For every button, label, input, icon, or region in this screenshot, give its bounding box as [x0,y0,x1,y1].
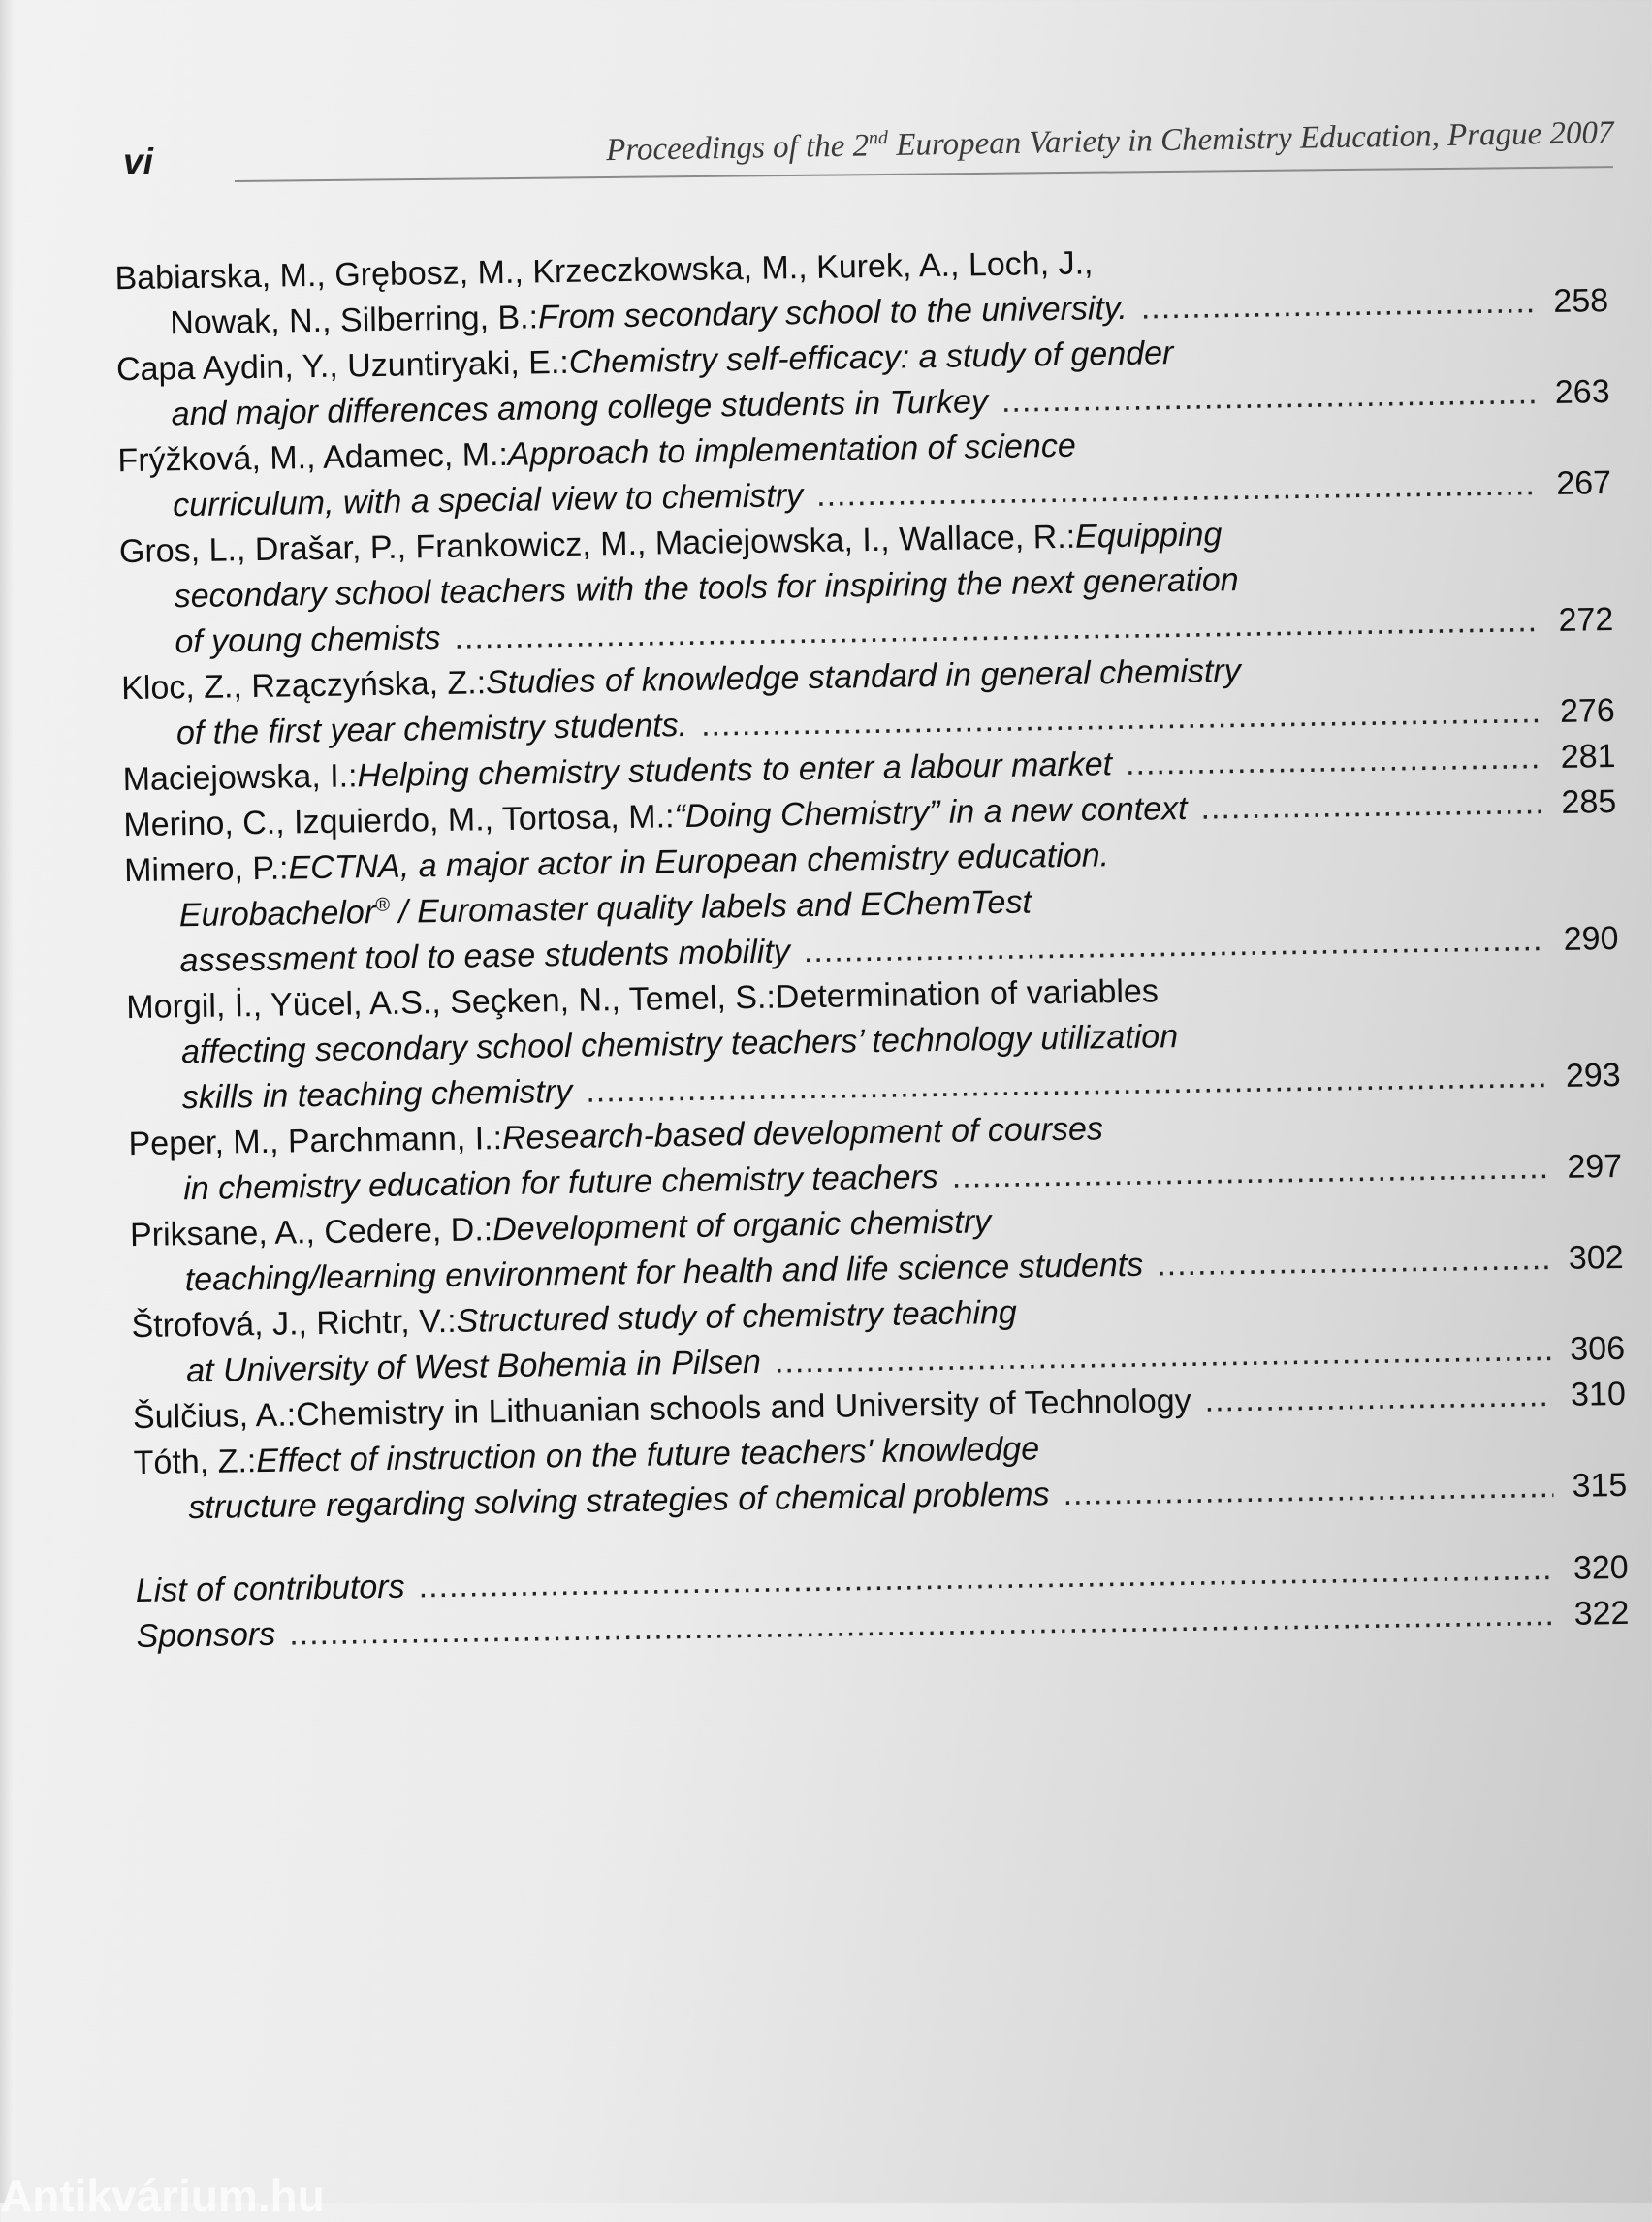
entry-page: 267 [1556,464,1612,502]
entry-title: Research-based development of courses [501,1110,1104,1158]
entry-page: 297 [1567,1147,1623,1186]
entry-title: List of contributors [135,1568,405,1610]
entry-page: 293 [1565,1056,1621,1095]
entry-page: 315 [1572,1466,1628,1505]
entry-title: Equipping [1074,516,1223,556]
entry-title: Chemistry self-efficacy: a study of gender [568,334,1174,381]
entry-title: teaching/learning environment for health and life science students [184,1246,1144,1299]
entry-authors: Babiarska, M., Grębosz, M., Krzeczkowska, M., Kurek, A., Loch, J., [114,244,1094,298]
toc-entry [12,961,1652,1124]
dot-leader [1126,735,1542,787]
entry-page: 306 [1570,1329,1626,1368]
entry-authors: Štrofová, J., Richtr, V.: [131,1302,457,1346]
entry-title: Studies of knowledge standard in general chemistry [485,652,1242,702]
table-of-contents [0,232,1652,1662]
entry-authors: Priksane, A., Cedere, D.: [129,1211,493,1254]
entry-title: ECTNA, a major actor in European chemistry education. [288,837,1110,887]
entry-authors: Gros, L., Drašar, P., Frankowicz, M., Maciejowska, I., Wallace, R.: [118,518,1076,571]
entry-title: at University of West Bohemia in Pilsen [185,1343,762,1390]
entry-title: Determination of variables [775,972,1160,1016]
entry-title: From secondary school to the university. [537,289,1128,336]
entry-title: of the first year chemistry students. [175,707,688,752]
entry-title: Eurobachelor® / Euromaster quality labels and EChemTest [178,883,1032,935]
dot-leader [1204,1373,1552,1424]
entry-title: assessment tool to ease students mobility [179,933,791,980]
entry-title: of young chemists [175,619,441,661]
entry-title: affecting secondary school chemistry teachers’ technology utilization [180,1018,1179,1071]
entry-title: Sponsors [136,1615,276,1656]
dot-leader [1157,1236,1550,1287]
entry-page: 281 [1560,737,1616,776]
entry-title: Chemistry in Lithuanian schools and University of Technology [295,1381,1191,1434]
entry-title: structure regarding solving strategies of chemical problems [188,1476,1050,1527]
entry-authors: Mimero, P.: [123,849,289,890]
dot-leader [1200,780,1542,832]
page-header [0,0,1652,204]
entry-title: Development of organic chemistry [492,1203,992,1249]
entry-page: 263 [1554,373,1610,411]
dot-leader [1063,1464,1553,1517]
entry-authors: Tóth, Z.: [133,1443,257,1482]
entry-page: 310 [1570,1375,1627,1413]
entry-authors: Merino, C., Izquierdo, M., Tortosa, M.: [123,798,675,844]
entry-title: skills in teaching chemistry [181,1072,573,1117]
entry-page: 285 [1561,782,1617,821]
entry-authors: Maciejowska, I.: [122,757,358,799]
header-rule [235,166,1613,182]
entry-title: and major differences among college students in Turkey [171,383,989,433]
entry-title: curriculum, with a special view to chemistry [172,477,804,524]
entry-title: secondary school teachers with the tools for inspiring the next generation [174,561,1239,616]
entry-title: Helping chemistry students to enter a labour market [357,746,1113,795]
registered-mark: ® [374,894,390,916]
entry-title: Effect of instruction on the future teachers' knowledge [256,1430,1040,1480]
page-number: vi [123,142,153,181]
running-title: Proceedings of the 2nd European Variety in Chemistry Education, Prague 2007 [605,115,1614,169]
entry-page: 258 [1553,282,1609,320]
entry-authors: Peper, M., Parchmann, I.: [128,1120,503,1163]
entry-title: “Doing Chemistry” in a new context [674,789,1188,836]
entry-authors: Nowak, N., Silberring, B.: [169,299,539,342]
entry-authors: Kloc, Z., Rzączyńska, Z.: [120,664,487,708]
entry-page: 272 [1558,600,1614,639]
entry-page: 276 [1559,691,1616,730]
entry-authors: Morgil, İ., Yücel, A.S., Seçken, N., Temel, S.: [126,978,777,1027]
entry-authors: Frýžková, M., Adamec, M.: [117,435,509,480]
dot-leader [1140,279,1535,331]
entry-title: in chemistry education for future chemistry teachers [183,1158,939,1208]
watermark: Antikvárium.hu [0,2171,325,2221]
entry-page: 302 [1568,1238,1624,1277]
entry-page: 290 [1563,919,1619,958]
entry-authors: Capa Aydin, Y., Uzuntiryaki, E.: [115,343,570,389]
entry-title: Approach to implementation of science [507,427,1076,473]
toc-entry [5,505,1652,668]
entry-title: Structured study of chemistry teaching [456,1293,1018,1340]
toc-entry [10,824,1652,987]
entry-page: 322 [1573,1594,1630,1633]
entry-page: 320 [1573,1548,1629,1587]
entry-authors: Šulčius, A.: [132,1396,297,1437]
